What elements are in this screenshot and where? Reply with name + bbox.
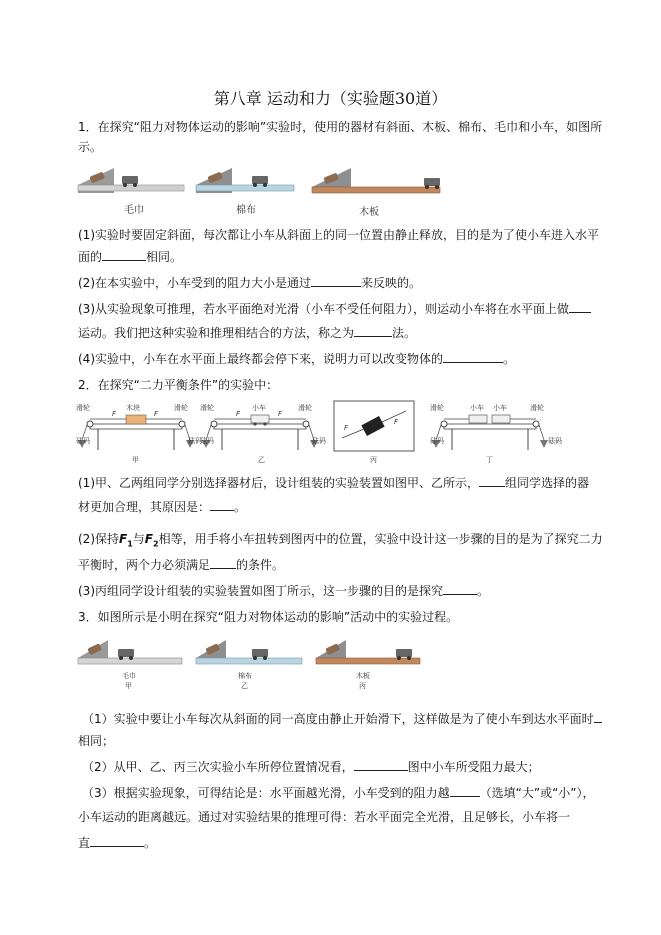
q2-yi-pulley-right: 滑轮 xyxy=(298,404,312,412)
q1-part1-line2 xyxy=(78,248,588,266)
q1-cotton-setup xyxy=(196,168,294,216)
q2-label-yi: 乙 xyxy=(258,456,265,464)
q2-bing-f1: F xyxy=(344,424,349,432)
q2-part3-text-b: 。 xyxy=(477,584,490,598)
page-title: 第八章 运动和力（实验题30道） xyxy=(213,89,448,108)
q1-part3-text-a: (3)从实验现象可推理，若水平面绝对光滑（小车不受任何阻力），则运动小车将在水平面上做 xyxy=(78,302,570,316)
q3-part3-line3 xyxy=(78,834,588,852)
q3-part3-line1 xyxy=(82,784,595,802)
q2-yi-f1: F xyxy=(236,410,241,418)
q1-part4-text-b: 。 xyxy=(503,352,516,366)
q1-part3-line2 xyxy=(78,324,588,342)
q3-part3-text-a: （3）根据实验现象，可得结论是：水平面越光滑，小车受到的阻力越 xyxy=(82,786,450,800)
q3-label-jia: 甲 xyxy=(125,682,132,690)
q2-yi-weight-right: 砝码 xyxy=(312,437,326,445)
q2-part2-line1 xyxy=(78,530,603,553)
q2-ding-weight-right: 砝码 xyxy=(548,437,562,445)
q2-label-jia: 甲 xyxy=(132,456,139,464)
q2-part2-text-b: 相等，用手将小车扭转到图丙中的位置，实验中设计这一步骤的目的是为了探究二力 xyxy=(158,532,603,546)
q3-part2-text-b: 图中小车所受阻力最大； xyxy=(407,760,540,774)
q2-setup-jia xyxy=(76,403,202,464)
q3-wood-setup xyxy=(316,640,420,690)
q1-part4-text-a: (4)实验中，小车在水平面上最终都会停下来，说明力可以改变物体的 xyxy=(78,352,444,366)
q2-part1-line1 xyxy=(78,474,588,492)
q2-part2-mid: 与 xyxy=(132,532,145,546)
q3-blank-1[interactable] xyxy=(594,710,602,723)
q1-blank-1[interactable] xyxy=(102,248,146,261)
q2-yi-pulley-left: 滑轮 xyxy=(200,404,214,412)
q3-part1-text-a: （1）实验中要让小车每次从斜面的同一高度由静止开始滑下，这样做是为了使小车到达水平面时 xyxy=(82,712,594,726)
q1-blank-3[interactable] xyxy=(569,300,591,313)
q2-part3-text-a: (3)丙组同学设计组装的实验装置如图丁所示，这一步骤的目的是探究 xyxy=(78,584,444,598)
q3-label-towel: 毛巾 xyxy=(122,672,136,680)
q3-label-wood: 木板 xyxy=(356,672,370,680)
q2-bing-f2: F xyxy=(394,418,399,426)
q2-setup-ding xyxy=(430,403,562,464)
q3-part2-line xyxy=(82,758,592,776)
q2-ding-pulley-right: 滑轮 xyxy=(530,404,544,412)
q2-setup-bing xyxy=(334,401,414,464)
q1-part3-line1 xyxy=(78,300,588,318)
q2-yi-f2: F xyxy=(278,410,283,418)
q2-ding-cart-1: 小车 xyxy=(470,404,484,412)
q1-part2-line xyxy=(78,274,588,292)
q3-label-cotton: 棉布 xyxy=(238,672,252,680)
q1-wood-setup xyxy=(312,168,440,218)
q1-part1-text-a: 面的 xyxy=(78,250,103,264)
q3-towel-setup xyxy=(78,640,182,690)
q2-jia-block: 木块 xyxy=(126,404,140,412)
q2-figure xyxy=(76,398,586,466)
q3-part3-text-c: 直 xyxy=(78,836,91,850)
q2-part1-text-c: 材更加合理，其原因是： xyxy=(78,500,211,514)
q3-cotton-setup xyxy=(196,640,302,690)
q2-part1-line2 xyxy=(78,498,588,516)
q1-part1-line1: (1)实验时要固定斜面，每次都让小车从斜面上的同一位置由静止释放，目的是为了使小车进入水平 xyxy=(78,228,600,242)
q2-part2-f1-sub: 1 xyxy=(127,539,133,549)
q3-figure xyxy=(76,632,436,704)
q3-blank-2[interactable] xyxy=(354,758,408,771)
q3-blank-4[interactable] xyxy=(90,834,144,847)
q2-ding-pulley-left: 滑轮 xyxy=(430,404,444,412)
q2-part2-text-d: 的条件。 xyxy=(236,558,285,572)
q3-label-bing: 丙 xyxy=(359,682,366,690)
q2-blank-4[interactable] xyxy=(443,582,477,595)
q2-part2-text-a: (2)保持 xyxy=(78,532,119,546)
q1-blank-2[interactable] xyxy=(311,274,361,287)
q1-label-towel: 毛巾 xyxy=(124,205,144,216)
q2-jia-pulley-left: 滑轮 xyxy=(76,404,90,412)
q1-blank-5[interactable] xyxy=(443,350,503,363)
q2-blank-2[interactable] xyxy=(210,498,234,511)
q2-yi-cart: 小车 xyxy=(252,404,266,412)
q3-part1-line2: 相同； xyxy=(78,734,115,748)
q3-part1-line1 xyxy=(82,710,592,728)
q2-part2-f2-sub: 2 xyxy=(153,539,159,549)
q2-jia-f1: F xyxy=(112,410,117,418)
q1-part2-text-b: 来反映的。 xyxy=(361,276,422,290)
q2-label-bing: 丙 xyxy=(370,456,377,464)
q3-stem: 3．如图所示是小明在探究“阻力对物体运动的影响”活动中的实验过程。 xyxy=(78,610,459,624)
q2-jia-pulley-right: 滑轮 xyxy=(174,404,188,412)
q1-part3-text-b: 运动。我们把这种实验和推理相结合的方法，称之为 xyxy=(78,326,355,340)
q2-blank-3[interactable] xyxy=(210,556,236,569)
q2-label-ding: 丁 xyxy=(486,456,493,464)
q1-part3-text-c: 法。 xyxy=(392,326,417,340)
q2-jia-weight-right: 砝码 xyxy=(188,437,202,445)
q3-label-yi: 乙 xyxy=(241,682,248,690)
q2-part2-line2 xyxy=(78,556,588,574)
q2-ding-cart-2: 小车 xyxy=(493,404,507,412)
q1-blank-4[interactable] xyxy=(354,324,392,337)
q2-part2-f2: F xyxy=(144,532,153,546)
q1-stem-line2: 示。 xyxy=(78,140,103,154)
q2-yi-weight-left: 砝码 xyxy=(200,437,214,445)
q3-part2-text-a: （2）从甲、乙、丙三次实验小车所停位置情况看， xyxy=(82,760,354,774)
q2-part1-text-d: 。 xyxy=(234,500,247,514)
q2-part3-line xyxy=(78,582,588,600)
q2-ding-weight-left: 砝码 xyxy=(430,437,444,445)
q1-part4-line xyxy=(78,350,588,368)
q2-part2-f1: F xyxy=(119,532,128,546)
q1-label-wood: 木板 xyxy=(359,207,379,218)
q2-blank-1[interactable] xyxy=(479,474,505,487)
q3-part3-line2: 小车运动的距离越远。通过对实验结果的推理可得：若水平面完全光滑，且足够长，小车将一 xyxy=(78,810,571,824)
q2-jia-f2: F xyxy=(154,410,159,418)
q1-part1-text-b: 相同。 xyxy=(146,250,183,264)
q1-stem-line1: 1．在探究“阻力对物体运动的影响”实验时，使用的器材有斜面、木板、棉布、毛巾和小车，如图所 xyxy=(78,120,603,134)
q2-part1-text-a: (1)甲、乙两组同学分别选择器材后，设计组装的实验装置如图甲、乙所示， xyxy=(78,476,480,490)
q1-figure xyxy=(76,163,456,225)
q2-stem: 2．在探究“二力平衡条件”的实验中： xyxy=(78,378,279,392)
q1-label-cotton: 棉布 xyxy=(236,205,256,216)
q2-part2-text-c: 平衡时，两个力必须满足 xyxy=(78,558,211,572)
q3-part3-text-d: 。 xyxy=(144,836,157,850)
q3-blank-3[interactable] xyxy=(450,784,480,797)
q1-towel-setup xyxy=(78,168,184,216)
q2-setup-yi xyxy=(200,403,326,464)
q1-part2-text-a: (2)在本实验中，小车受到的阻力大小是通过 xyxy=(78,276,311,290)
q2-jia-weight-left: 砝码 xyxy=(76,437,90,445)
q2-part1-text-b: 组同学选择的器 xyxy=(505,476,590,490)
q3-part3-text-b: （选填“大”或“小”）， xyxy=(479,786,595,800)
